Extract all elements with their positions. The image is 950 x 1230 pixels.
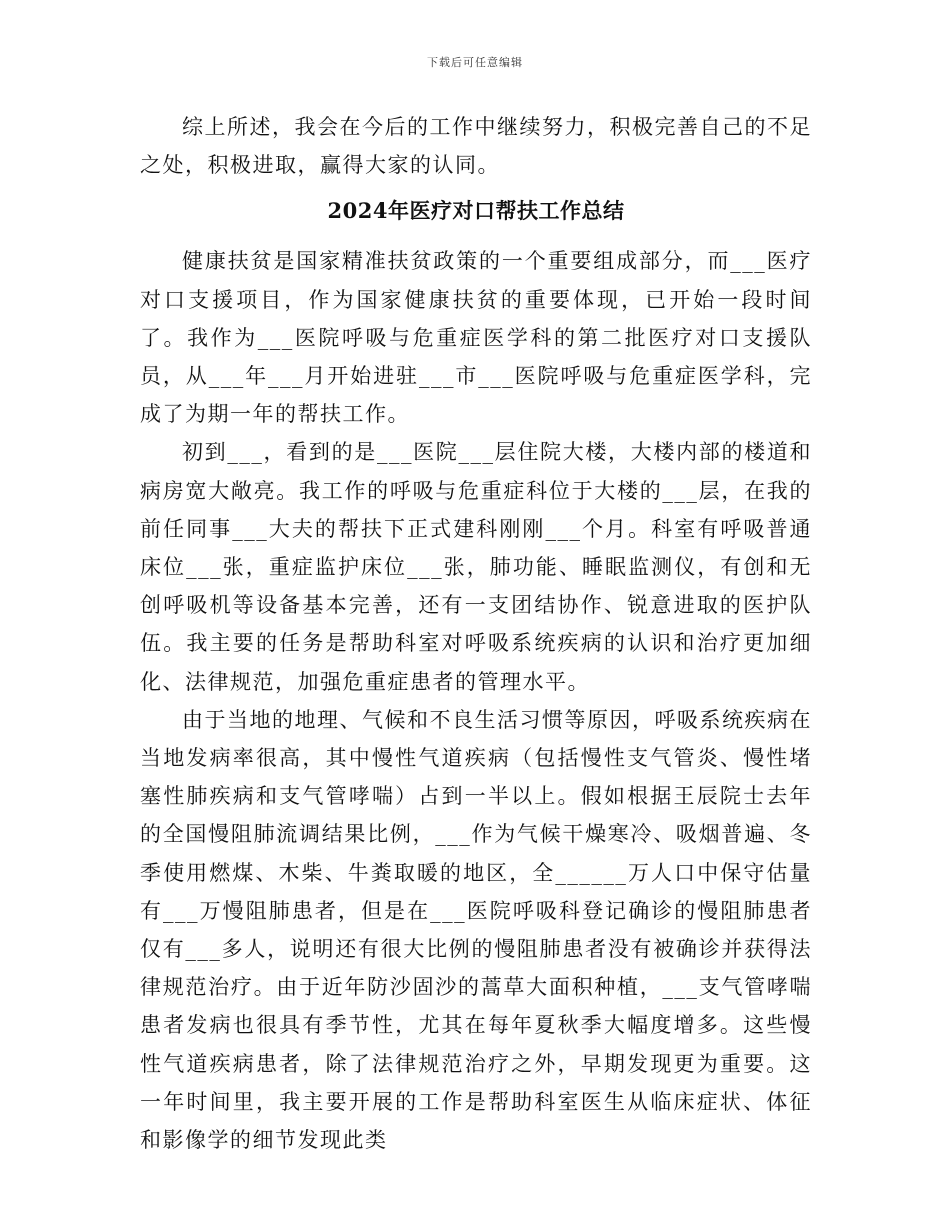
- document-title: 2024年医疗对口帮扶工作总结: [327, 198, 625, 224]
- intro-paragraph: 综上所述，我会在今后的工作中继续努力，积极完善自己的不足之处，积极进取，赢得大家的认同。: [140, 115, 812, 178]
- page-header-note: 下载后可任意编辑: [427, 56, 523, 69]
- body-paragraph-2: 初到___，看到的是___医院___层住院大楼，大楼内部的楼道和病房宽大敞亮。我工作的呼吸与危重症科位于大楼的___层，在我的前任同事___大夫的帮扶下正式建科刚刚___个月。科室有呼吸普通床位___张，重症监护床位___张，肺功能、睡眠监测仪，有创和无创呼吸机等设备基本完善，还有一支团结协作、锐意进取的医护队伍。我主要的任务是帮助科室对呼吸系统疾病的认识和治疗更加细化、法律规范，加强危重症患者的管理水平。: [140, 440, 812, 694]
- document-body: [140, 108, 812, 1159]
- body-paragraph-1: 健康扶贫是国家精准扶贫政策的一个重要组成部分，而___医疗对口支援项目，作为国家健康扶贫的重要体现，已开始一段时间了。我作为___医院呼吸与危重症医学科的第二批医疗对口支援队员，从___年___月开始进驻___市___医院呼吸与危重症医学科，完成了为期一年的帮扶工作。: [140, 249, 812, 427]
- body-paragraph-3: 由于当地的地理、气候和不良生活习惯等原因，呼吸系统疾病在当地发病率很高，其中慢性气道疾病（包括慢性支气管炎、慢性堵塞性肺疾病和支气管哮喘）占到一半以上。假如根据王辰院士去年的全国慢阻肺流调结果比例，___作为气候干燥寒冷、吸烟普遍、冬季使用燃煤、木柴、牛粪取暖的地区，全______万人口中保守估量有___万慢阻肺患者，但是在___医院呼吸科登记确诊的慢阻肺患者仅有___多人，说明还有很大比例的慢阻肺患者没有被确诊并获得法律规范治疗。由于近年防沙固沙的蒿草大面积种植，___支气管哮喘患者发病也很具有季节性，尤其在每年夏秋季大幅度增多。这些慢性气道疾病患者，除了法律规范治疗之外，早期发现更为重要。这一年时间里，我主要开展的工作是帮助科室医生从临床症状、体征和影像学的细节发现此类: [140, 707, 812, 1153]
